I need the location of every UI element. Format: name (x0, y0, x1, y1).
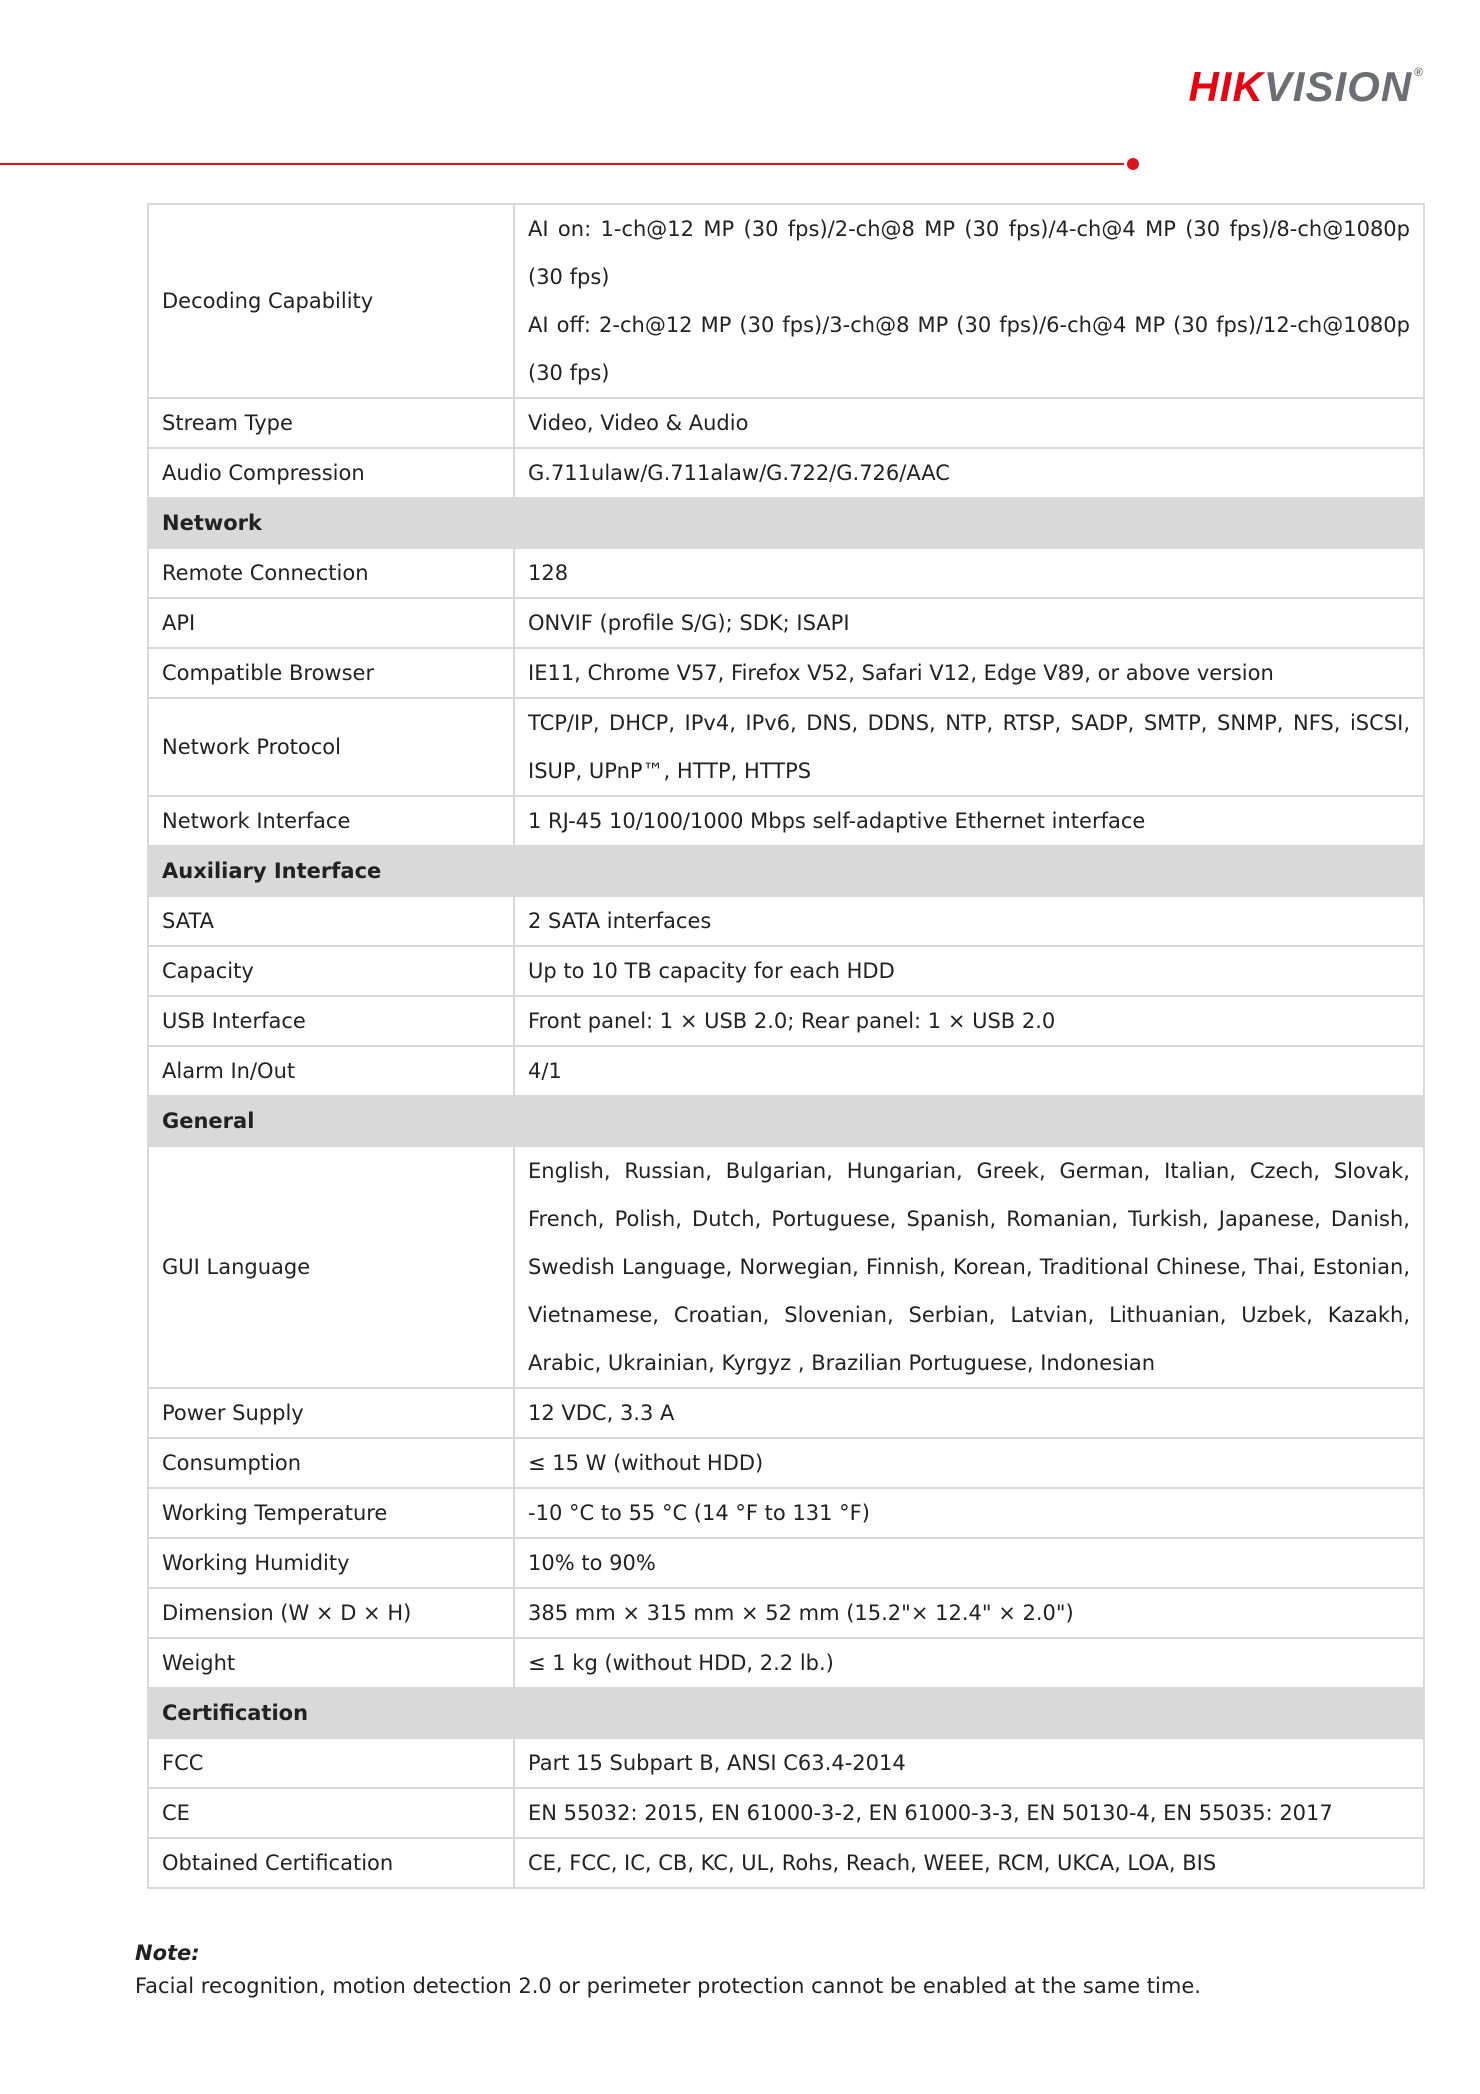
spec-value (514, 398, 1424, 448)
spec-row (148, 648, 1424, 698)
section-header-row (148, 846, 1424, 896)
spec-row (148, 1046, 1424, 1096)
spec-value (514, 598, 1424, 648)
spec-value (514, 1146, 1424, 1388)
spec-value (514, 996, 1424, 1046)
spec-label: Compatible Browser (148, 648, 514, 698)
spec-table-body (148, 204, 1424, 1888)
spec-value-line: ONVIF (profile S/G); SDK; ISAPI (528, 611, 850, 635)
spec-row (148, 1588, 1424, 1638)
spec-value-line: Up to 10 TB capacity for each HDD (528, 959, 895, 983)
spec-value-line: G.711ulaw/G.711alaw/G.722/G.726/AAC (528, 461, 950, 485)
spec-row (148, 1438, 1424, 1488)
spec-value (514, 796, 1424, 846)
spec-value (514, 204, 1424, 398)
spec-value-line: Front panel: 1 × USB 2.0; Rear panel: 1 × USB 2.0 (528, 1009, 1056, 1033)
spec-value-line: 12 VDC, 3.3 A (528, 1401, 675, 1425)
spec-row (148, 1738, 1424, 1788)
spec-label: API (148, 598, 514, 648)
hikvision-logo (1188, 63, 1424, 110)
spec-table (147, 203, 1425, 1889)
spec-row (148, 896, 1424, 946)
spec-value-line: AI off: 2-ch@12 MP (30 fps)/3-ch@8 MP (30 fps)/6-ch@4 MP (30 fps)/12-ch@1080p (30 fps) (528, 313, 1410, 385)
spec-label: Dimension (W × D × H) (148, 1588, 514, 1638)
spec-label: Working Humidity (148, 1538, 514, 1588)
spec-value (514, 1588, 1424, 1638)
spec-value-line: Part 15 Subpart B, ANSI C63.4-2014 (528, 1751, 906, 1775)
spec-row (148, 1146, 1424, 1388)
spec-value (514, 1488, 1424, 1538)
spec-row (148, 398, 1424, 448)
spec-row (148, 1388, 1424, 1438)
spec-value (514, 448, 1424, 498)
spec-row (148, 946, 1424, 996)
spec-label: Weight (148, 1638, 514, 1688)
registered-mark: ® (1414, 65, 1424, 79)
spec-label: Network Protocol (148, 698, 514, 796)
spec-value-line: 2 SATA interfaces (528, 909, 712, 933)
spec-label: SATA (148, 896, 514, 946)
logo-part-vision: VISION (1263, 63, 1413, 110)
spec-row (148, 996, 1424, 1046)
spec-label: Remote Connection (148, 548, 514, 598)
spec-label: Power Supply (148, 1388, 514, 1438)
spec-value (514, 1738, 1424, 1788)
header-divider (0, 163, 1124, 165)
spec-value-line: English, Russian, Bulgarian, Hungarian, Greek, German, Italian, Czech, Slovak, French, Polish, Dutch, Portuguese, Spanish, Romanian, Turkish, Japanese, Danish, Swedish Language, Norwegian, Finnish, Korean, Traditional Chinese, Thai, Estonian, Vietnamese, Croatian, Slovenian, Serbian, Latvian, Lithuanian, Uzbek, Kazakh, Arabic, Ukrainian, Kyrgyz , Brazilian Portuguese, Indonesian (528, 1159, 1410, 1375)
header-divider-dot (1127, 158, 1139, 170)
spec-label: FCC (148, 1738, 514, 1788)
spec-value (514, 698, 1424, 796)
spec-value-line: 385 mm × 315 mm × 52 mm (15.2"× 12.4" × 2.0") (528, 1601, 1074, 1625)
spec-value-line: CE, FCC, IC, CB, KC, UL, Rohs, Reach, WEEE, RCM, UKCA, LOA, BIS (528, 1851, 1217, 1875)
spec-label: Alarm In/Out (148, 1046, 514, 1096)
spec-value-line: Video, Video & Audio (528, 411, 749, 435)
spec-value-line: EN 55032: 2015, EN 61000-3-2, EN 61000-3-3, EN 50130-4, EN 55035: 2017 (528, 1801, 1333, 1825)
spec-value-line: 10% to 90% (528, 1551, 656, 1575)
spec-value (514, 548, 1424, 598)
section-header-row (148, 1688, 1424, 1738)
section-header: Certification (148, 1688, 1424, 1738)
spec-label: GUI Language (148, 1146, 514, 1388)
spec-value-line: TCP/IP, DHCP, IPv4, IPv6, DNS, DDNS, NTP, RTSP, SADP, SMTP, SNMP, NFS, iSCSI, ISUP, UPnP™, HTTP, HTTPS (528, 711, 1410, 783)
spec-label: Audio Compression (148, 448, 514, 498)
spec-value-line: 128 (528, 561, 569, 585)
spec-row (148, 1838, 1424, 1888)
spec-value-line: ≤ 15 W (without HDD) (528, 1451, 764, 1475)
spec-value-line: IE11, Chrome V57, Firefox V52, Safari V12, Edge V89, or above version (528, 661, 1274, 685)
spec-label: CE (148, 1788, 514, 1838)
spec-row (148, 796, 1424, 846)
spec-value-line: AI on: 1-ch@12 MP (30 fps)/2-ch@8 MP (30 fps)/4-ch@4 MP (30 fps)/8-ch@1080p (30 fps) (528, 217, 1410, 289)
spec-value-line: -10 °C to 55 °C (14 °F to 131 °F) (528, 1501, 870, 1525)
spec-row (148, 448, 1424, 498)
section-header-row (148, 1096, 1424, 1146)
spec-label: Capacity (148, 946, 514, 996)
section-header: General (148, 1096, 1424, 1146)
logo-part-hik: HIK (1188, 63, 1264, 110)
spec-value (514, 1388, 1424, 1438)
spec-row (148, 1638, 1424, 1688)
spec-row (148, 1488, 1424, 1538)
spec-row (148, 548, 1424, 598)
spec-value (514, 896, 1424, 946)
spec-label: Consumption (148, 1438, 514, 1488)
spec-value (514, 1046, 1424, 1096)
note-title: Note: (135, 1941, 200, 1965)
spec-row (148, 1538, 1424, 1588)
section-header: Auxiliary Interface (148, 846, 1424, 896)
section-header: Network (148, 498, 1424, 548)
spec-row (148, 1788, 1424, 1838)
section-header-row (148, 498, 1424, 548)
spec-label: Stream Type (148, 398, 514, 448)
spec-value (514, 648, 1424, 698)
spec-label: Decoding Capability (148, 204, 514, 398)
spec-value (514, 1438, 1424, 1488)
note-text: Facial recognition, motion detection 2.0 or perimeter protection cannot be enabled at the same time. (135, 1974, 1201, 1998)
spec-value (514, 946, 1424, 996)
spec-value (514, 1788, 1424, 1838)
spec-value-line: 1 RJ-45 10/100/1000 Mbps self-adaptive Ethernet interface (528, 809, 1146, 833)
spec-label: Obtained Certification (148, 1838, 514, 1888)
spec-label: Network Interface (148, 796, 514, 846)
spec-row (148, 204, 1424, 398)
spec-value (514, 1838, 1424, 1888)
spec-label: Working Temperature (148, 1488, 514, 1538)
spec-row (148, 698, 1424, 796)
spec-label: USB Interface (148, 996, 514, 1046)
spec-value-line: ≤ 1 kg (without HDD, 2.2 lb.) (528, 1651, 834, 1675)
spec-value-line: 4/1 (528, 1059, 562, 1083)
spec-row (148, 598, 1424, 648)
spec-value (514, 1538, 1424, 1588)
spec-value (514, 1638, 1424, 1688)
